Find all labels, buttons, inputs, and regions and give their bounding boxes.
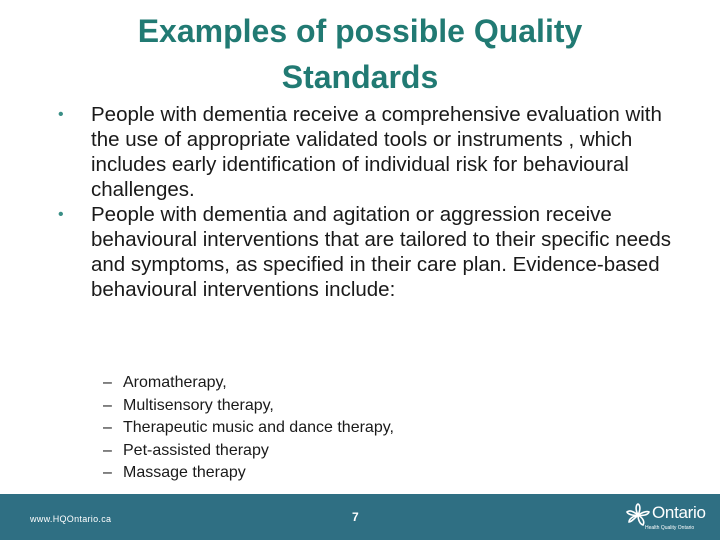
ontario-logo [625,499,710,537]
dash-icon: – [103,464,112,481]
bullet-list [58,102,690,302]
sub-bullet-list [103,372,394,485]
dash-icon: – [103,441,112,459]
dash-icon: – [103,396,112,414]
sub-bullet-item [103,440,394,463]
sub-bullet-text: Pet-assisted therapy [123,441,269,459]
trillium-icon [625,503,651,527]
bullet-item [58,202,690,302]
logo-subtext: Health Quality Ontario [645,525,695,531]
sub-bullet-text: Multisensory therapy, [123,396,274,414]
sub-bullet-item [103,462,394,485]
bullet-text: People with dementia receive a comprehensive evaluation with the use of appropriate validated tools or instruments , which includes early identification of individual risk for behavioural challenges. [91,103,662,201]
sub-bullet-item [103,417,394,440]
sub-bullet-text: Therapeutic music and dance therapy, [123,419,394,436]
sub-bullet-text: Massage therapy [123,464,246,481]
bullet-text: People with dementia and agitation or aggression receive behavioural interventions that are tailored to their specific needs and symptoms, as specified in their care plan. Evidence-based behavioural interventions include: [91,203,672,301]
footer-bar [0,494,720,540]
dash-icon: – [103,374,112,391]
sub-bullet-item [103,372,394,395]
bullet-item [58,102,690,202]
bullet-icon: • [58,106,64,123]
footer-url[interactable]: www.HQOntario.ca [30,514,112,524]
sub-bullet-text: Aromatherapy, [123,374,227,391]
slide-title: Examples of possible Quality Standards [137,13,583,95]
sub-bullet-item [103,395,394,418]
page-number: 7 [352,510,359,524]
bullet-icon: • [58,206,64,223]
logo-name: Ontario [652,503,706,522]
dash-icon: – [103,419,112,436]
